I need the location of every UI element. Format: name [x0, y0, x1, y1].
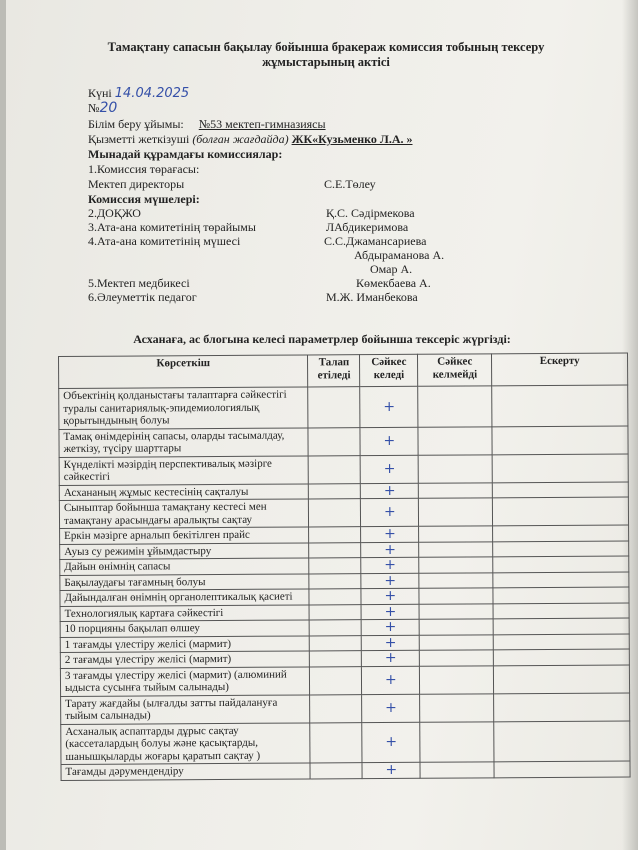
row-label: Асханалық аспаптарды дұрыс сақтау (кассеталардың болуы және қасықтарды, шанышқыларды жоғары қаратып сақтау )	[61, 722, 311, 764]
row-label: Еркін мәзірге арналып бекітілген прайс	[60, 527, 310, 544]
cell-note	[493, 618, 629, 634]
header-noncompliant: Сәйкес келмейді	[418, 354, 492, 386]
cell-compliant-mark: +	[362, 635, 420, 651]
chair-heading: 1.Комиссия төрағасы:	[88, 162, 200, 176]
cell-note	[493, 541, 629, 557]
cell-compliant-mark: +	[362, 650, 420, 666]
cell-note	[493, 603, 629, 619]
cell-noncompliant	[420, 634, 494, 650]
cell-compliant-mark: +	[361, 542, 419, 558]
cell-noncompliant	[418, 386, 492, 427]
member-role: 3.Ата-ана комитетінің төрайымы	[88, 220, 256, 234]
table-row	[59, 385, 628, 429]
document-title: Тамақтану сапасын бақылау бойынша бракераж комиссия тобының тексеру жұмыстарының актісі	[107, 40, 545, 69]
cell-required	[310, 722, 362, 763]
supplier-label: Қызметті жеткізуші	[88, 132, 190, 146]
cell-required	[309, 589, 361, 605]
cell-compliant-mark: +	[362, 722, 420, 763]
member-name: М.Ж. Иманбекова	[326, 290, 418, 304]
cell-note	[493, 497, 629, 526]
cell-noncompliant	[419, 526, 493, 542]
member-role: 2.ДОҚЖО	[88, 206, 141, 220]
member-name: Көмекбаева А.	[356, 276, 431, 290]
cell-noncompliant	[419, 588, 493, 604]
table-row	[61, 761, 630, 780]
number-line	[88, 101, 117, 115]
row-label: Тағамды дәрумендендіру	[61, 763, 311, 780]
cell-noncompliant	[419, 498, 493, 526]
org-label: Білім беру ұйымы:	[88, 117, 184, 131]
table-row	[60, 665, 629, 696]
cell-required	[310, 651, 362, 667]
cell-required	[310, 620, 362, 636]
cell-required	[310, 666, 362, 694]
org-line	[88, 117, 326, 131]
row-label: 2 тағамды үлестіру желісі (мармит)	[60, 651, 310, 668]
cell-compliant-mark: +	[362, 762, 420, 778]
row-label: 1 тағамды үлестіру желісі (мармит)	[60, 635, 310, 652]
cell-required	[308, 387, 360, 428]
row-label: Объектінің қолданыстағы талаптарға сәйкестігі туралы санитариялық-эпидемиологиялық қорытындының болуы	[59, 387, 309, 429]
row-label: Тамақ өнімдерінің сапасы, оларды тасымалдау, жеткізу, түсіру шарттары	[59, 427, 309, 457]
cell-compliant-mark: +	[361, 604, 419, 620]
cell-compliant-mark: +	[362, 619, 420, 635]
cell-noncompliant	[420, 650, 494, 666]
cell-required	[309, 573, 361, 589]
org-value: №53 мектеп-гимназиясы	[198, 117, 326, 131]
cell-required	[309, 527, 361, 543]
member-role: 5.Мектеп медбикесі	[88, 276, 190, 290]
date-line	[88, 86, 189, 101]
table-row	[59, 497, 628, 528]
cell-noncompliant	[418, 426, 492, 454]
inspection-table	[58, 353, 631, 781]
section-subtitle: Асханаға, ас блогына келесі параметрлер бойынша тексеріс жүргізді:	[133, 332, 511, 346]
cell-noncompliant	[420, 665, 494, 693]
cell-note	[492, 426, 628, 455]
members-heading: Комиссия мүшелері:	[88, 192, 200, 206]
cell-noncompliant	[420, 721, 494, 762]
cell-noncompliant	[418, 454, 492, 482]
row-label: Технологиялық картаға сәйкестігі	[60, 604, 310, 621]
header-required: Талап етіледі	[308, 355, 360, 387]
cell-noncompliant	[419, 557, 493, 573]
header-indicator: Көрсеткіш	[59, 355, 309, 389]
cell-required	[309, 455, 361, 483]
cell-note	[493, 634, 629, 650]
cell-required	[310, 635, 362, 651]
cell-note	[494, 693, 630, 722]
cell-compliant-mark: +	[360, 386, 418, 427]
table-row	[59, 426, 628, 457]
cell-noncompliant	[419, 603, 493, 619]
cell-note	[494, 649, 630, 665]
cell-compliant-mark: +	[361, 557, 419, 573]
document-page	[6, 0, 638, 850]
member-name: Қ.С. Сәдірмекова	[326, 206, 415, 220]
number-value: 20	[99, 100, 118, 116]
row-label: Сыныптар бойынша тамақтану кестесі мен тамақтану арасындағы аралықты сақтау	[59, 499, 309, 529]
cell-noncompliant	[420, 693, 494, 721]
cell-note	[493, 482, 629, 498]
row-label: Ауыз су режимін ұйымдастыру	[60, 542, 310, 559]
table-row	[61, 693, 630, 724]
row-label: 10 порцияны бақылап өлшеу	[60, 620, 310, 637]
header-compliant: Сәйкес келеді	[360, 354, 418, 386]
cell-noncompliant	[419, 572, 493, 588]
cell-noncompliant	[419, 541, 493, 557]
member-name: С.С.Джамансариева	[324, 234, 427, 248]
row-label: Күнделікті мәзірдің перспективалық мәзірге сәйкестігі	[59, 455, 309, 485]
cell-compliant-mark: +	[361, 573, 419, 589]
cell-note	[494, 721, 630, 762]
table-header-row	[59, 353, 628, 388]
cell-compliant-mark: +	[361, 588, 419, 604]
number-label: №	[88, 101, 100, 115]
cell-noncompliant	[420, 762, 494, 778]
supplier-value: ЖК«Кузьменко Л.А. »	[291, 132, 413, 146]
cell-compliant-mark: +	[360, 427, 418, 455]
row-label: Тарату жағдайы (ылғалды затты пайдалануға тыйым салынады)	[61, 694, 311, 724]
cell-compliant-mark: +	[362, 666, 420, 694]
cell-noncompliant	[419, 482, 493, 498]
row-label: Бақылаудағы тағамның болуы	[60, 573, 310, 590]
member-role: 4.Ата-ана комитетінің мүшесі	[88, 234, 241, 248]
cell-note	[494, 665, 630, 694]
row-label: Дайын өнімнің сапасы	[60, 558, 310, 575]
supplier-note: (болған жағдайда)	[192, 132, 289, 146]
commission-heading: Мынадай құрамдағы комиссиялар:	[88, 147, 283, 161]
page-edge-shadow	[622, 0, 638, 850]
table-row	[59, 454, 628, 485]
cell-required	[310, 694, 362, 722]
supplier-line	[88, 132, 413, 146]
cell-required	[309, 558, 361, 574]
date-label: Күні	[88, 86, 112, 100]
cell-compliant-mark: +	[361, 498, 419, 526]
cell-required	[309, 499, 361, 527]
chair-name: С.Е.Төлеу	[324, 177, 376, 191]
member-name: ЛАбдикеримова	[326, 220, 409, 234]
member-name: Абдыраманова А.	[354, 248, 445, 262]
table-row	[61, 721, 630, 765]
cell-compliant-mark: +	[361, 526, 419, 542]
cell-compliant-mark: +	[361, 483, 419, 499]
header-note: Ескерту	[492, 353, 628, 386]
cell-note	[493, 556, 629, 572]
member-name: Омар А.	[370, 262, 413, 276]
cell-required	[309, 483, 361, 499]
cell-note	[494, 761, 630, 777]
cell-note	[493, 572, 629, 588]
cell-note	[492, 385, 628, 426]
cell-compliant-mark: +	[361, 455, 419, 483]
row-label: 3 тағамды үлестіру желісі (мармит) (алюминий ыдыста сусынға тыйым салынады)	[60, 666, 310, 696]
cell-compliant-mark: +	[362, 694, 420, 722]
cell-note	[492, 454, 628, 483]
member-role: 6.Әлеуметтік педагог	[88, 290, 197, 304]
cell-noncompliant	[419, 619, 493, 635]
chair-role: Мектеп директоры	[88, 177, 185, 191]
row-label: Дайындалған өнімнің органолептикалық қасиеті	[60, 589, 310, 606]
cell-note	[493, 587, 629, 603]
cell-required	[310, 763, 362, 779]
row-label: Асхананың жұмыс кестесінің сақталуы	[59, 483, 309, 500]
cell-required	[309, 604, 361, 620]
cell-note	[493, 525, 629, 541]
cell-required	[308, 427, 360, 455]
date-value: 14.04.2025	[114, 86, 190, 101]
cell-required	[309, 542, 361, 558]
